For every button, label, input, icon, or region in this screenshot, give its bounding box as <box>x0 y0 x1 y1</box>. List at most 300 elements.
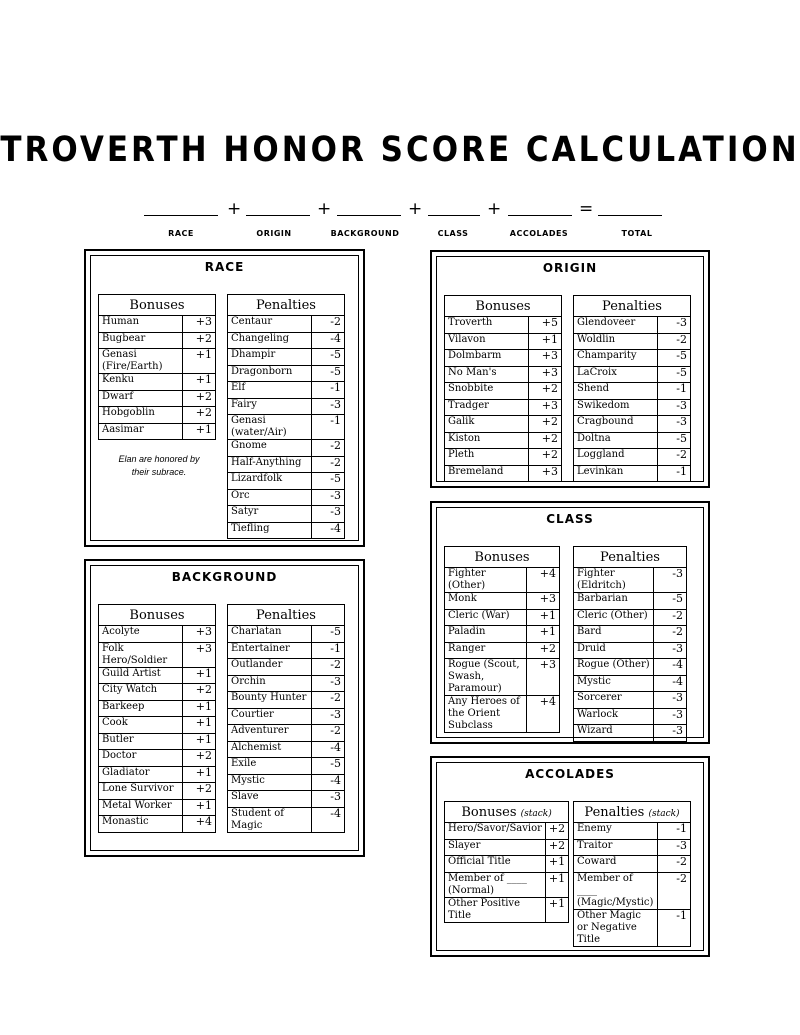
table-row <box>445 642 560 659</box>
row-name: Aasimar <box>99 423 183 440</box>
race-panel <box>84 249 365 547</box>
penalties-header <box>574 547 687 568</box>
row-name: Other Positive Title <box>445 897 546 922</box>
row-name: Wizard <box>574 725 654 742</box>
row-value: -4 <box>312 522 345 539</box>
table-row <box>574 609 687 626</box>
table-row <box>574 839 691 856</box>
row-value: -1 <box>658 909 691 946</box>
row-value: -5 <box>658 432 691 449</box>
row-name: Human <box>99 316 183 333</box>
background-bonuses-table <box>98 604 216 833</box>
plus-sign: + <box>227 199 242 219</box>
table-row <box>99 750 216 767</box>
table-row <box>445 609 560 626</box>
table-row <box>228 642 345 659</box>
row-value: -1 <box>658 383 691 400</box>
row-value: -2 <box>654 626 687 643</box>
table-row <box>574 659 687 676</box>
table-row <box>445 872 569 897</box>
table-row <box>99 816 216 833</box>
row-value: +2 <box>183 684 216 701</box>
table-row <box>228 365 345 382</box>
formula-label-background: BACKGROUND <box>330 229 400 238</box>
page-title: TROVERTH HONOR SCORE CALCULATION <box>0 129 800 171</box>
row-name: Ranger <box>445 642 527 659</box>
row-name: Dolmbarm <box>445 350 529 367</box>
row-value: -2 <box>312 316 345 333</box>
table-row <box>228 725 345 742</box>
row-name: Member of ____ (Normal) <box>445 872 546 897</box>
row-value: -2 <box>312 659 345 676</box>
table-row <box>99 700 216 717</box>
row-value: +1 <box>183 766 216 783</box>
row-value: -3 <box>658 317 691 334</box>
penalties-header <box>574 296 691 317</box>
table-row <box>445 626 560 643</box>
table-row <box>228 741 345 758</box>
row-name: Bard <box>574 626 654 643</box>
row-name: Druid <box>574 642 654 659</box>
table-row <box>99 783 216 800</box>
row-value: -5 <box>312 758 345 775</box>
row-name: Bremeland <box>445 465 529 482</box>
table-row <box>228 758 345 775</box>
row-value: -5 <box>312 473 345 490</box>
row-name: Doctor <box>99 750 183 767</box>
table-row <box>99 733 216 750</box>
origin-title: ORIGIN <box>542 261 598 275</box>
row-value: +4 <box>527 568 560 593</box>
bonuses-header <box>445 547 560 568</box>
row-name: Monastic <box>99 816 183 833</box>
row-name: Woldlin <box>574 333 658 350</box>
table-row <box>228 473 345 490</box>
row-value: -3 <box>312 791 345 808</box>
formula-label-accolades: ACCOLADES <box>509 229 569 238</box>
row-name: Dragonborn <box>228 365 312 382</box>
row-name: Metal Worker <box>99 799 183 816</box>
row-name: Sorcerer <box>574 692 654 709</box>
row-value: +1 <box>183 700 216 717</box>
table-row <box>574 449 691 466</box>
class-penalties-table <box>573 546 687 742</box>
row-name: Gladiator <box>99 766 183 783</box>
row-value: -2 <box>312 692 345 709</box>
row-name: Lone Survivor <box>99 783 183 800</box>
background-panel <box>84 559 365 857</box>
table-row <box>574 465 691 482</box>
table-row <box>574 416 691 433</box>
row-value: +2 <box>529 449 562 466</box>
row-name: City Watch <box>99 684 183 701</box>
row-name: Shend <box>574 383 658 400</box>
row-name: Paladin <box>445 626 527 643</box>
row-value: +1 <box>183 717 216 734</box>
row-name: Butler <box>99 733 183 750</box>
table-row <box>445 399 562 416</box>
plus-sign: + <box>487 199 502 219</box>
row-value: -3 <box>658 839 691 856</box>
row-name: Coward <box>574 856 658 873</box>
row-value: -4 <box>654 659 687 676</box>
row-name: Levinkan <box>574 465 658 482</box>
row-value: -3 <box>654 692 687 709</box>
row-value: +3 <box>183 642 216 667</box>
background-title: BACKGROUND <box>171 570 278 584</box>
table-row <box>228 659 345 676</box>
table-row <box>574 626 687 643</box>
row-name: Centaur <box>228 316 312 333</box>
class-panel <box>430 501 710 744</box>
row-value: -2 <box>658 449 691 466</box>
table-row <box>228 708 345 725</box>
table-row <box>228 506 345 523</box>
row-name: Rogue (Scout, Swash, Paramour) <box>445 659 527 696</box>
table-row <box>99 390 216 407</box>
row-value: -5 <box>312 365 345 382</box>
row-value: +2 <box>529 416 562 433</box>
row-name: Folk Hero/Soldier <box>99 642 183 667</box>
row-value: -1 <box>312 642 345 659</box>
row-name: Bounty Hunter <box>228 692 312 709</box>
row-name: Pleth <box>445 449 529 466</box>
row-name: Other Magic or Negative Title <box>574 909 658 946</box>
row-name: Cleric (Other) <box>574 609 654 626</box>
table-row <box>445 432 562 449</box>
accolades-bonuses-table <box>444 801 569 923</box>
row-name: Gnome <box>228 440 312 457</box>
row-value: -1 <box>658 823 691 840</box>
row-value: +1 <box>545 856 568 873</box>
row-value: -3 <box>312 708 345 725</box>
row-value: +3 <box>527 659 560 696</box>
row-name: Barbarian <box>574 593 654 610</box>
row-value: -3 <box>654 725 687 742</box>
row-name: Adventurer <box>228 725 312 742</box>
row-value: -5 <box>312 349 345 366</box>
table-row <box>99 684 216 701</box>
row-value: -1 <box>312 415 345 440</box>
row-value: -3 <box>654 568 687 593</box>
row-name: Warlock <box>574 708 654 725</box>
origin-panel <box>430 250 710 488</box>
table-row <box>574 642 687 659</box>
header-label: Penalties <box>584 804 645 820</box>
row-name: Dhampir <box>228 349 312 366</box>
equals-sign: = <box>579 199 594 219</box>
row-name: Glendoveer <box>574 317 658 334</box>
row-name: Member of ____ (Magic/Mystic) <box>574 872 658 909</box>
row-value: -2 <box>312 456 345 473</box>
row-value: -1 <box>658 465 691 482</box>
score-formula <box>140 199 660 238</box>
row-name: Acolyte <box>99 626 183 643</box>
header-label: Penalties <box>602 298 662 314</box>
table-row <box>445 696 560 733</box>
race-blank[interactable] <box>144 215 218 216</box>
table-row <box>574 568 687 593</box>
bonuses-header <box>445 802 569 823</box>
table-row <box>445 366 562 383</box>
row-value: +2 <box>183 332 216 349</box>
row-name: Official Title <box>445 856 546 873</box>
formula-label-race: RACE <box>168 229 194 238</box>
table-row <box>445 897 569 922</box>
row-value: +1 <box>545 897 568 922</box>
table-row <box>228 440 345 457</box>
table-row <box>228 316 345 333</box>
table-row <box>99 316 216 333</box>
row-name: Half-Anything <box>228 456 312 473</box>
formula-label-class: CLASS <box>437 229 469 238</box>
row-value: +1 <box>527 609 560 626</box>
row-value: -5 <box>658 366 691 383</box>
row-name: Vilavon <box>445 333 529 350</box>
plus-sign: + <box>317 199 332 219</box>
row-name: Cook <box>99 717 183 734</box>
row-name: Lizardfolk <box>228 473 312 490</box>
origin-bonuses-table <box>444 295 562 482</box>
table-row <box>99 667 216 684</box>
row-value: -3 <box>312 489 345 506</box>
row-name: Tiefling <box>228 522 312 539</box>
row-value: -2 <box>658 872 691 909</box>
row-value: +1 <box>183 733 216 750</box>
row-value: -4 <box>312 741 345 758</box>
row-name: Galik <box>445 416 529 433</box>
row-name: Elf <box>228 382 312 399</box>
row-name: Genasi (Fire/Earth) <box>99 349 183 374</box>
row-name: Bugbear <box>99 332 183 349</box>
row-name: Kenku <box>99 374 183 391</box>
row-name: Courtier <box>228 708 312 725</box>
table-row <box>445 568 560 593</box>
row-name: Hobgoblin <box>99 407 183 424</box>
table-row <box>228 332 345 349</box>
table-row <box>574 909 691 946</box>
row-value: -4 <box>654 675 687 692</box>
row-name: Snobbite <box>445 383 529 400</box>
race-title: RACE <box>204 260 245 274</box>
table-row <box>574 675 687 692</box>
table-row <box>99 766 216 783</box>
table-row <box>228 398 345 415</box>
row-name: Cleric (War) <box>445 609 527 626</box>
row-value: -3 <box>658 416 691 433</box>
row-name: Mystic <box>574 675 654 692</box>
row-value: +3 <box>183 626 216 643</box>
row-value: -2 <box>658 856 691 873</box>
formula-label-origin: ORIGIN <box>256 229 292 238</box>
row-value: +3 <box>183 316 216 333</box>
header-label: Bonuses <box>129 607 185 623</box>
row-name: Guild Artist <box>99 667 183 684</box>
table-row <box>445 317 562 334</box>
table-row <box>574 593 687 610</box>
row-name: Dwarf <box>99 390 183 407</box>
table-row <box>445 416 562 433</box>
bonuses-header <box>99 605 216 626</box>
table-row <box>228 489 345 506</box>
accolades-panel <box>430 756 710 957</box>
race-note-line: their subrace. <box>131 467 187 477</box>
row-name: No Man's <box>445 366 529 383</box>
accolades-penalties-table <box>573 801 691 947</box>
race-penalties-table <box>227 294 345 539</box>
row-value: +2 <box>545 839 568 856</box>
row-name: Charlatan <box>228 626 312 643</box>
row-value: +1 <box>183 374 216 391</box>
table-row <box>445 465 562 482</box>
row-value: -4 <box>312 774 345 791</box>
table-row <box>99 799 216 816</box>
row-value: +1 <box>545 872 568 897</box>
row-name: Alchemist <box>228 741 312 758</box>
table-row <box>228 626 345 643</box>
total-blank[interactable] <box>598 215 662 216</box>
row-value: -5 <box>654 593 687 610</box>
table-row <box>445 823 569 840</box>
row-name: Hero/Savor/Savior <box>445 823 546 840</box>
table-row <box>574 350 691 367</box>
row-value: -2 <box>312 440 345 457</box>
row-name: Doltna <box>574 432 658 449</box>
bonuses-header <box>99 295 216 316</box>
table-row <box>574 725 687 742</box>
plus-sign: + <box>408 199 423 219</box>
row-value: -3 <box>658 399 691 416</box>
table-row <box>574 432 691 449</box>
row-value: +3 <box>529 350 562 367</box>
table-row <box>228 415 345 440</box>
row-value: -4 <box>312 332 345 349</box>
table-row <box>228 774 345 791</box>
table-row <box>445 333 562 350</box>
row-value: +1 <box>183 349 216 374</box>
row-value: +3 <box>529 465 562 482</box>
header-label: Bonuses <box>461 804 517 820</box>
table-row <box>99 374 216 391</box>
row-name: Kiston <box>445 432 529 449</box>
row-value: +2 <box>527 642 560 659</box>
table-row <box>574 366 691 383</box>
row-name: Swikedom <box>574 399 658 416</box>
row-name: Loggland <box>574 449 658 466</box>
table-row <box>574 383 691 400</box>
row-name: Troverth <box>445 317 529 334</box>
row-name: Fighter (Other) <box>445 568 527 593</box>
row-name: Entertainer <box>228 642 312 659</box>
row-value: +1 <box>527 626 560 643</box>
row-value: +2 <box>183 407 216 424</box>
origin-penalties-table <box>573 295 691 482</box>
row-value: +2 <box>545 823 568 840</box>
row-name: Fighter (Eldritch) <box>574 568 654 593</box>
header-label: Penalties <box>256 297 316 313</box>
row-value: +2 <box>183 390 216 407</box>
row-name: Slayer <box>445 839 546 856</box>
table-row <box>574 823 691 840</box>
table-row <box>99 407 216 424</box>
row-value: +2 <box>529 383 562 400</box>
class-title: CLASS <box>546 512 594 526</box>
row-value: -5 <box>658 350 691 367</box>
background-penalties-table <box>227 604 345 833</box>
class-bonuses-table <box>444 546 560 733</box>
penalties-header <box>228 605 345 626</box>
table-row <box>445 383 562 400</box>
race-note-line: Elan are honored by <box>118 454 200 464</box>
origin-blank[interactable] <box>246 215 310 216</box>
row-value: -3 <box>654 642 687 659</box>
row-name: Satyr <box>228 506 312 523</box>
stack-note: (stack) <box>520 808 552 819</box>
row-name: Any Heroes of the Orient Subclass <box>445 696 527 733</box>
row-name: Rogue (Other) <box>574 659 654 676</box>
table-row <box>228 382 345 399</box>
table-row <box>99 642 216 667</box>
row-value: +1 <box>529 333 562 350</box>
row-name: Orc <box>228 489 312 506</box>
table-row <box>445 839 569 856</box>
row-value: +1 <box>183 799 216 816</box>
table-row <box>445 856 569 873</box>
bonuses-header <box>445 296 562 317</box>
row-value: -3 <box>312 675 345 692</box>
table-row <box>99 626 216 643</box>
table-row <box>228 456 345 473</box>
row-value: +5 <box>529 317 562 334</box>
table-row <box>99 332 216 349</box>
table-row <box>445 593 560 610</box>
accolades-blank[interactable] <box>508 215 572 216</box>
row-value: +3 <box>527 593 560 610</box>
accolades-title: ACCOLADES <box>525 767 615 781</box>
row-name: Changeling <box>228 332 312 349</box>
row-value: -3 <box>654 708 687 725</box>
row-value: +4 <box>183 816 216 833</box>
row-name: Tradger <box>445 399 529 416</box>
race-note <box>102 453 216 479</box>
formula-label-total: TOTAL <box>621 229 653 238</box>
row-name: Exile <box>228 758 312 775</box>
table-row <box>228 522 345 539</box>
row-value: +4 <box>527 696 560 733</box>
table-row <box>574 333 691 350</box>
row-name: Student of Magic <box>228 807 312 832</box>
header-label: Penalties <box>600 549 660 565</box>
table-row <box>99 423 216 440</box>
row-value: +2 <box>529 432 562 449</box>
row-value: -1 <box>312 382 345 399</box>
row-name: Barkeep <box>99 700 183 717</box>
class-blank[interactable] <box>428 215 480 216</box>
row-value: +2 <box>183 783 216 800</box>
row-name: Fairy <box>228 398 312 415</box>
table-row <box>99 717 216 734</box>
table-row <box>228 807 345 832</box>
background-blank[interactable] <box>337 215 401 216</box>
row-name: LaCroix <box>574 366 658 383</box>
row-value: +1 <box>183 667 216 684</box>
row-name: Slave <box>228 791 312 808</box>
row-value: -3 <box>312 398 345 415</box>
header-label: Penalties <box>256 607 316 623</box>
row-name: Outlander <box>228 659 312 676</box>
row-value: -4 <box>312 807 345 832</box>
row-value: +1 <box>183 423 216 440</box>
